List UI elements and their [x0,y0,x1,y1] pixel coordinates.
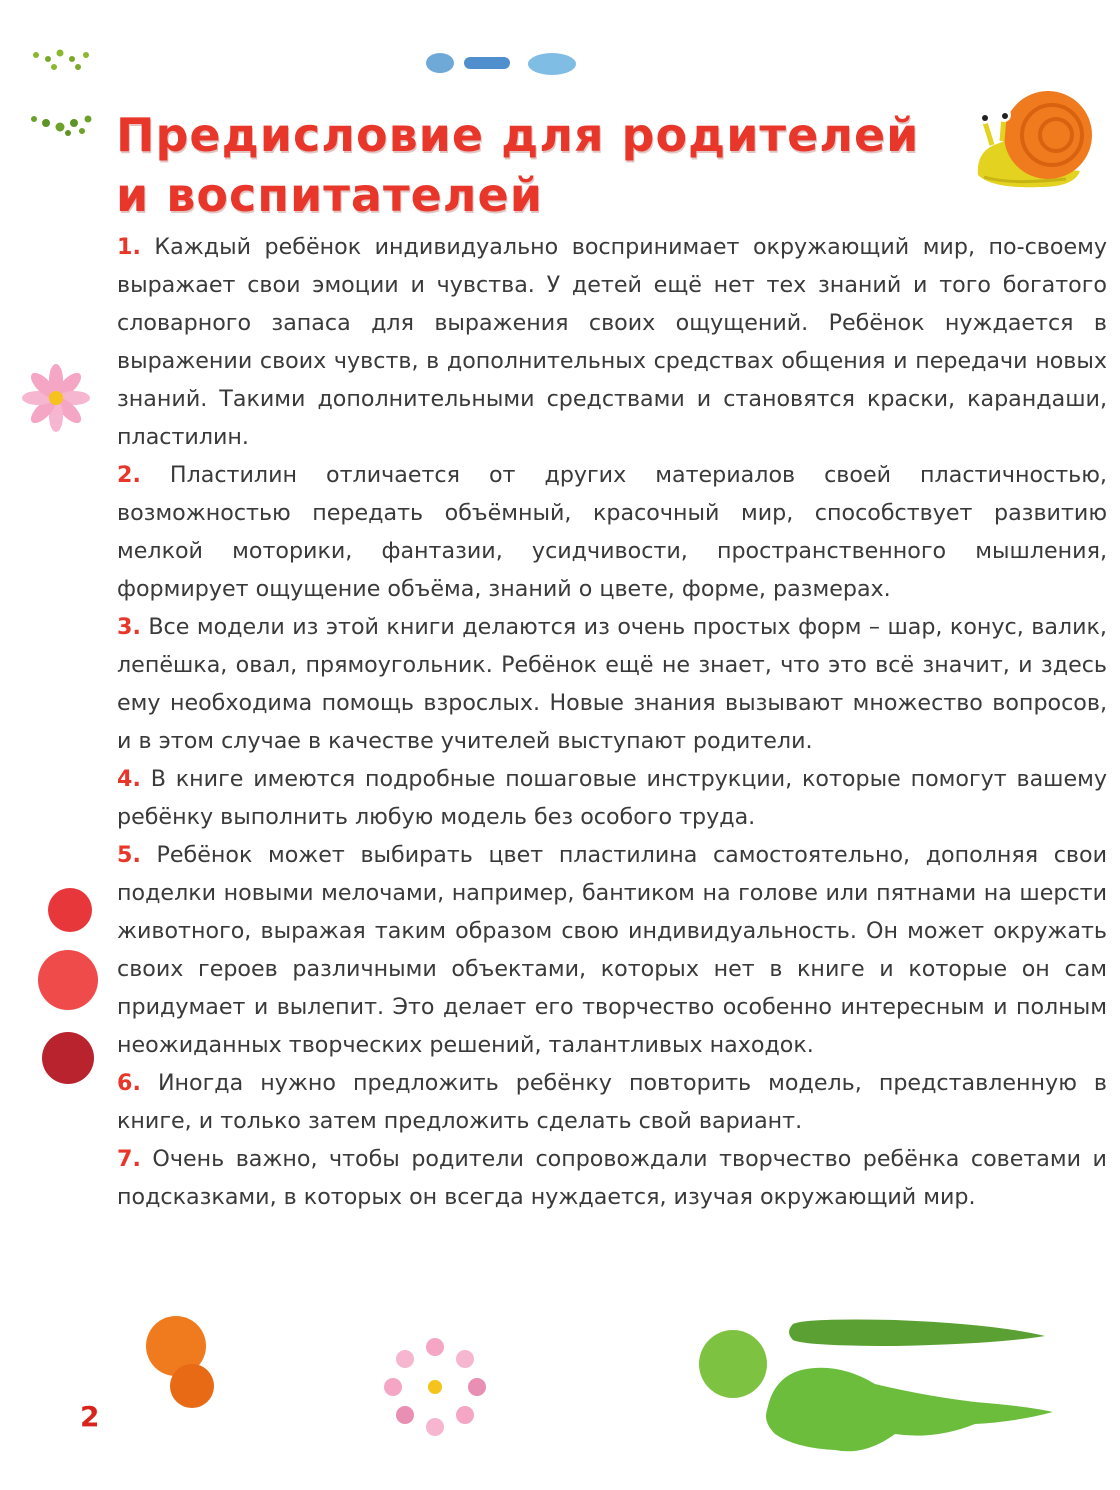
paragraph-text: Пластилин отличается от других материалов своей пластичностью, возможностью передать объёмный, красочный мир, способствует развитию мелкой моторики, фантазии, усидчивости, пространственного мышления, формирует ощущение объёма, знаний о цвете, форме, размерах. [117,462,1107,602]
red-balls-decoration [20,880,100,1120]
snail-icon [970,75,1100,195]
paragraph-number: 4. [117,766,141,792]
paragraph-text: Очень важно, чтобы родители сопровождали творчество ребёнка советами и подсказками, в которых он всегда нуждается, изучая окружающий мир. [117,1146,1107,1210]
blue-pieces-decoration [420,45,590,85]
paragraph-text: Все модели из этой книги делаются из очень простых форм – шар, конус, валик, лепёшка, овал, прямоугольник. Ребёнок ещё не знает, что это всё значит, и здесь ему необходима помощь взрослых. Новые знания вызывают множество вопросов, и в этом случае в качестве учителей выступают родители. [117,614,1107,754]
paragraph-number: 2. [117,462,141,488]
paragraph-number: 1. [117,234,141,260]
paragraph-number: 5. [117,842,141,868]
paragraph-text: Иногда нужно предложить ребёнку повторить модель, представленную в книге, и только затем предложить сделать свой вариант. [117,1070,1107,1134]
paragraph-5 [117,836,1107,1064]
paragraph-7 [117,1140,1107,1216]
preface-body [117,228,1107,1216]
title-line-2: и воспитателей [116,168,543,222]
green-dots-decoration [30,45,100,145]
paragraph-text: Каждый ребёнок индивидуально воспринимает окружающий мир, по-своему выражает свои эмоции и чувства. У детей ещё нет тех знаний и того богатого словарного запаса для выражения своих ощущений. Ребёнок нуждается в выражении своих чувств, в дополнительных средствах общения и передачи новых знаний. Такими дополнительными средствами и становятся краски, карандаши, пластилин. [117,234,1107,450]
page-number: 2 [80,1400,100,1433]
paragraph-4 [117,760,1107,836]
green-shapes-decoration [695,1310,1060,1460]
orange-balls-decoration [140,1310,230,1420]
paragraph-number: 7. [117,1146,141,1172]
beads-ring-decoration [375,1335,495,1445]
paragraph-6 [117,1064,1107,1140]
paragraph-3 [117,608,1107,760]
paragraph-number: 6. [117,1070,141,1096]
paragraph-text: Ребёнок может выбирать цвет пластилина самостоятельно, дополняя свои поделки новыми мелочами, например, бантиком на голове или пятнами на шерсти животного, выражая таким образом свою индивидуальность. Он может окружать своих героев различными объектами, которых нет в книге и которые он сам придумает и вылепит. Это делает его творчество особенно интересным и полным неожиданных творческих решений, талантливых находок. [117,842,1107,1058]
flower-icon [18,360,94,436]
title-line-1: Предисловие для родителей [116,108,920,162]
page-title [116,105,976,225]
paragraph-number: 3. [117,614,141,640]
paragraph-text: В книге имеются подробные пошаговые инструкции, которые помогут вашему ребёнку выполнить любую модель без особого труда. [117,766,1107,830]
paragraph-2 [117,456,1107,608]
paragraph-1 [117,228,1107,456]
